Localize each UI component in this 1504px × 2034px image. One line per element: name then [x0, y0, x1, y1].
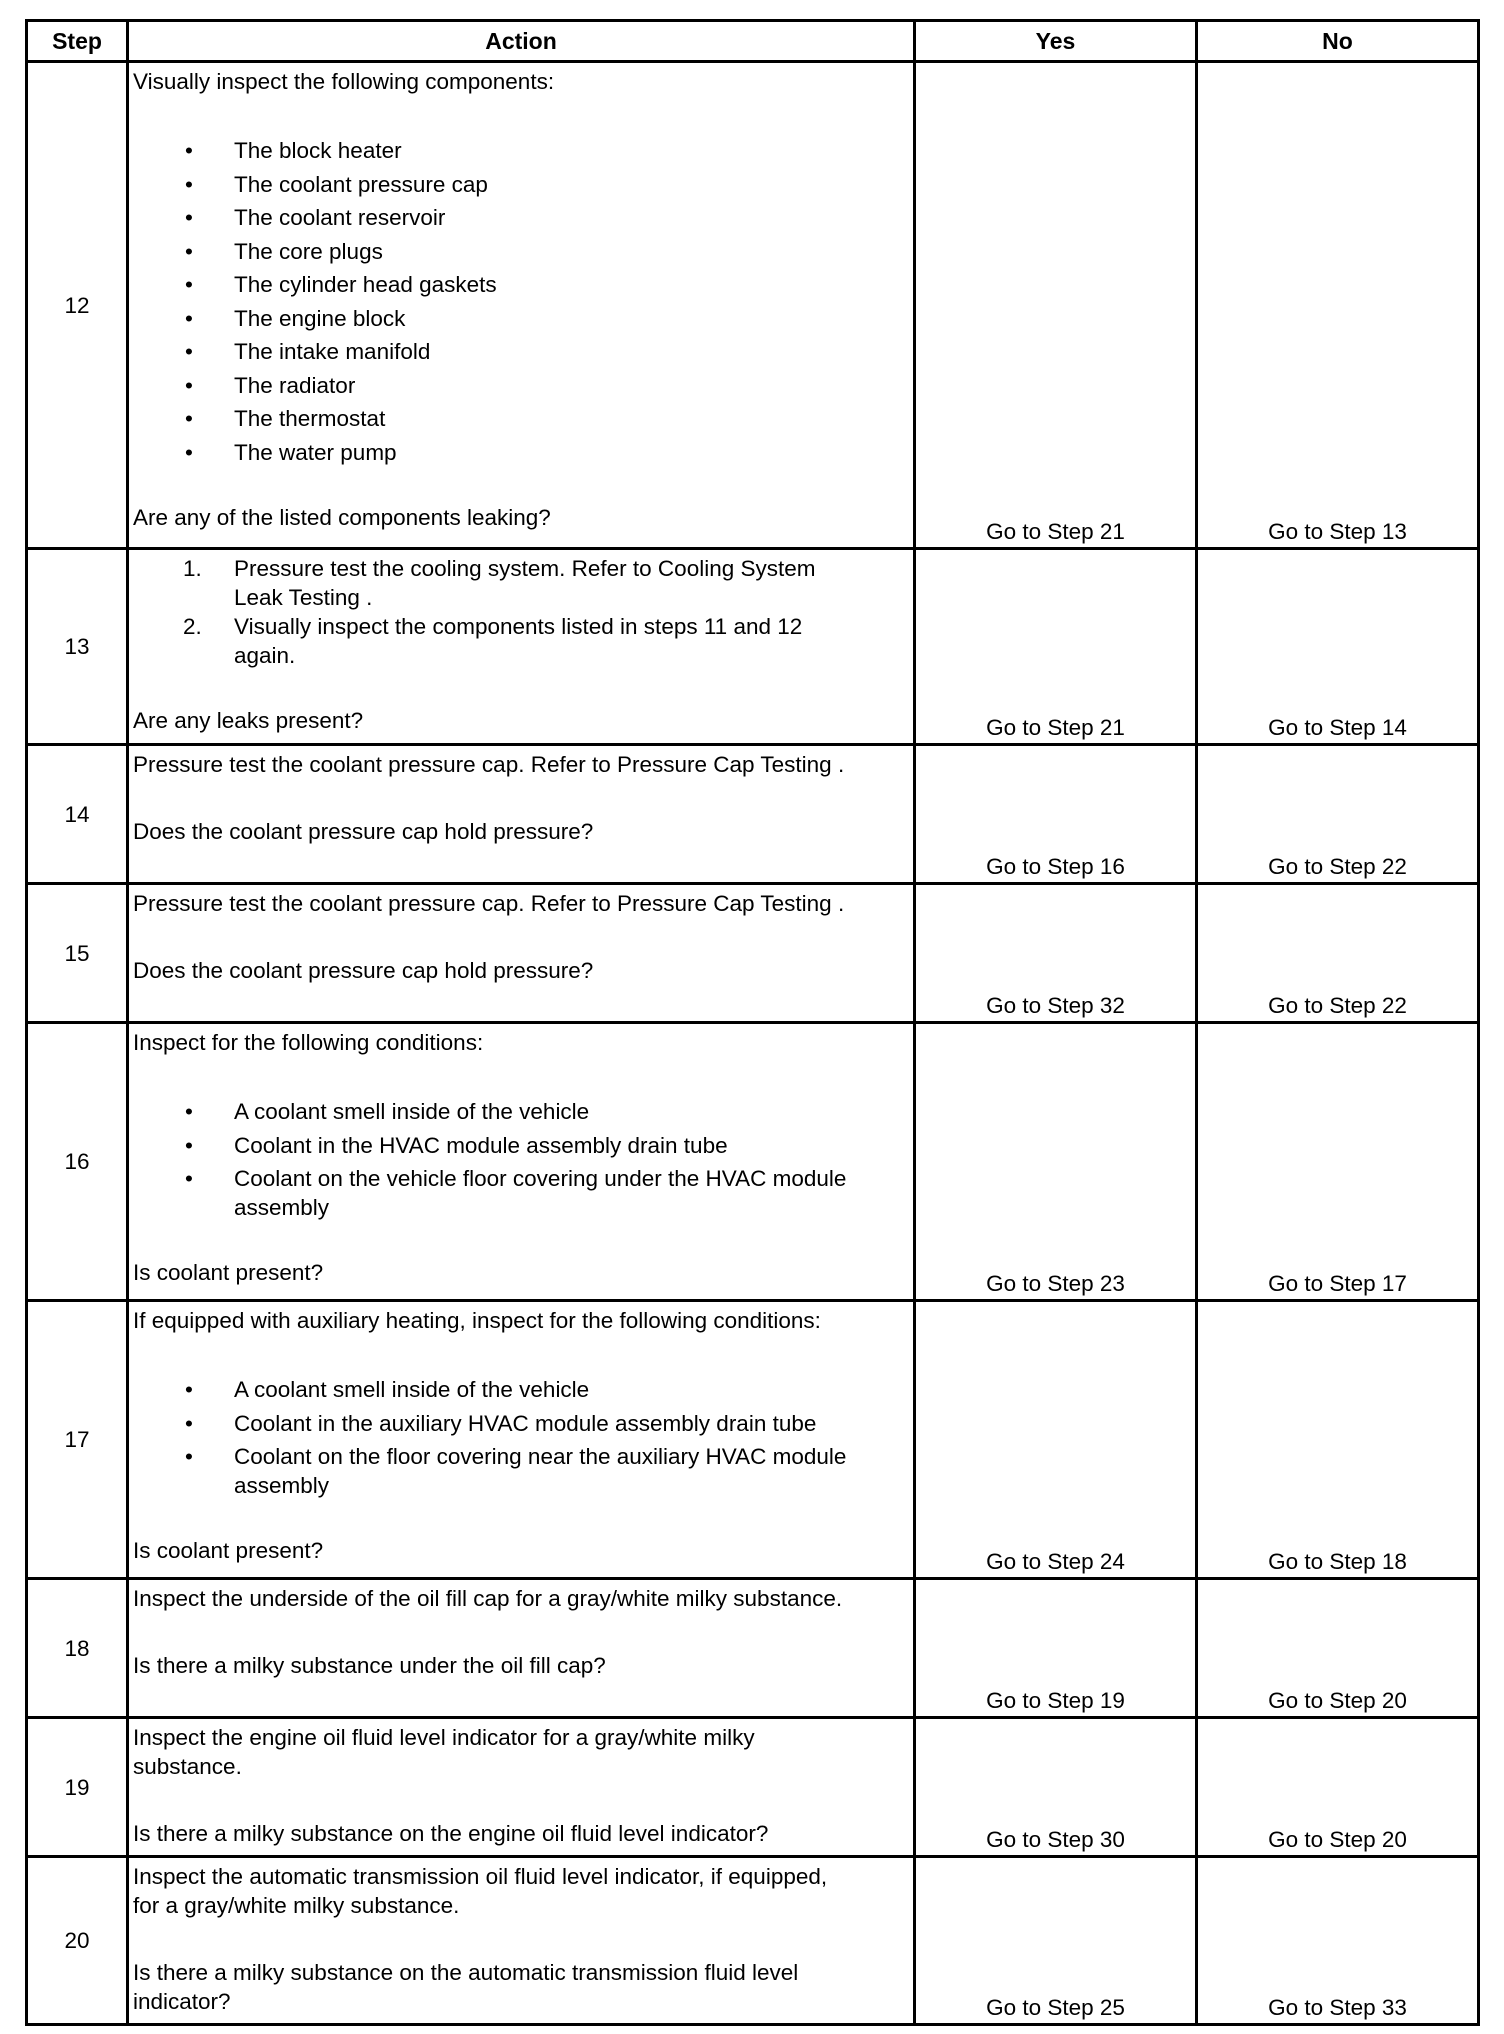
condition-list	[133, 1097, 909, 1222]
no-result: Go to Step 20	[1197, 1579, 1479, 1718]
step-number: 18	[27, 1579, 128, 1718]
no-result: Go to Step 33	[1197, 1857, 1479, 2025]
table-row-step-13	[27, 549, 1479, 745]
step-number: 14	[27, 745, 128, 884]
header-yes: Yes	[915, 21, 1197, 62]
action-intro: Pressure test the coolant pressure cap. Refer to Pressure Cap Testing .	[133, 891, 845, 916]
table-row-step-20	[27, 1857, 1479, 2025]
no-result: Go to Step 14	[1197, 549, 1479, 745]
no-result: Go to Step 17	[1197, 1023, 1479, 1301]
action-question: Does the coolant pressure cap hold pressure?	[133, 819, 594, 844]
no-result: Go to Step 22	[1197, 745, 1479, 884]
action-question: Does the coolant pressure cap hold pressure?	[133, 958, 594, 983]
action-question: Are any leaks present?	[133, 708, 364, 733]
step-number: 15	[27, 884, 128, 1023]
action-cell	[128, 549, 915, 745]
table-row-step-12	[27, 62, 1479, 549]
bullet-icon: •	[185, 205, 193, 230]
condition-list	[133, 1375, 909, 1500]
no-result: Go to Step 13	[1197, 62, 1479, 549]
step-number: 13	[27, 549, 128, 745]
yes-result: Go to Step 21	[915, 549, 1197, 745]
yes-result: Go to Step 21	[915, 62, 1197, 549]
action-question: Is there a milky substance under the oil fill cap?	[133, 1653, 606, 1678]
bullet-icon: •	[185, 272, 193, 297]
table-row-step-18	[27, 1579, 1479, 1718]
bullet-icon: •	[185, 238, 193, 264]
action-cell	[128, 1718, 915, 1857]
list-item: • The core plugs	[185, 238, 383, 264]
step-number: 17	[27, 1301, 128, 1579]
list-item: • The coolant pressure cap	[185, 171, 488, 197]
bullet-icon: •	[185, 372, 193, 398]
step-number: 12	[27, 62, 128, 549]
table-row-step-15	[27, 884, 1479, 1023]
bullet-icon: •	[185, 305, 193, 331]
list-item: • The block heater	[185, 138, 402, 163]
header-no: No	[1197, 21, 1479, 62]
action-cell	[128, 745, 915, 884]
action-question: Is there a milky substance on the automatic transmission fluid level indicator?	[133, 1960, 799, 2014]
bullet-icon: •	[185, 171, 193, 197]
component-list	[133, 136, 909, 467]
bullet-icon: •	[185, 1132, 193, 1158]
action-intro: Inspect the engine oil fluid level indicator for a gray/white milky substance.	[133, 1725, 755, 1779]
bullet-icon: •	[185, 1099, 193, 1124]
list-item: • The thermostat	[185, 406, 386, 431]
bullet-icon: •	[185, 1166, 193, 1191]
yes-result: Go to Step 19	[915, 1579, 1197, 1718]
bullet-icon: •	[185, 339, 193, 364]
yes-result: Go to Step 25	[915, 1857, 1197, 2025]
bullet-icon: •	[185, 1410, 193, 1436]
yes-result: Go to Step 16	[915, 745, 1197, 884]
list-item: • Coolant in the HVAC module assembly drain tube	[185, 1132, 728, 1158]
list-item: • The intake manifold	[185, 339, 431, 364]
no-result: Go to Step 20	[1197, 1718, 1479, 1857]
table-row-step-17	[27, 1301, 1479, 1579]
bullet-icon: •	[185, 439, 193, 465]
header-row	[27, 21, 1479, 62]
diagnostic-table	[25, 19, 1480, 2026]
action-cell	[128, 1579, 915, 1718]
yes-result: Go to Step 23	[915, 1023, 1197, 1301]
list-item: • Coolant on the floor covering near the auxiliary HVAC module assembly	[185, 1444, 847, 1498]
list-item: • Coolant on the vehicle floor covering under the HVAC module assembly	[185, 1166, 847, 1220]
yes-result: Go to Step 24	[915, 1301, 1197, 1579]
no-result: Go to Step 18	[1197, 1301, 1479, 1579]
list-item: • The water pump	[185, 439, 397, 465]
action-intro: Visually inspect the following components:	[133, 69, 555, 94]
header-action: Action	[128, 21, 915, 62]
list-item: 1. Pressure test the cooling system. Refer to Cooling System Leak Testing .	[183, 556, 816, 610]
no-result: Go to Step 22	[1197, 884, 1479, 1023]
list-number: 2.	[183, 614, 202, 639]
action-question: Is there a milky substance on the engine oil fluid level indicator?	[133, 1821, 769, 1846]
bullet-icon: •	[185, 1377, 193, 1402]
list-item: • The coolant reservoir	[185, 205, 446, 230]
action-intro: Inspect for the following conditions:	[133, 1030, 484, 1055]
list-item: • A coolant smell inside of the vehicle	[185, 1099, 590, 1124]
action-cell	[128, 1023, 915, 1301]
action-cell	[128, 1857, 915, 2025]
action-intro: Pressure test the coolant pressure cap. Refer to Pressure Cap Testing .	[133, 752, 845, 777]
action-cell	[128, 1301, 915, 1579]
table-row-step-19	[27, 1718, 1479, 1857]
action-question: Is coolant present?	[133, 1538, 324, 1563]
table-row-step-16	[27, 1023, 1479, 1301]
step-number: 19	[27, 1718, 128, 1857]
step-number: 20	[27, 1857, 128, 2025]
list-item: • The cylinder head gaskets	[185, 272, 497, 297]
bullet-icon: •	[185, 406, 193, 431]
list-item: • The engine block	[185, 305, 406, 331]
procedure-list	[133, 554, 909, 670]
table-row-step-14	[27, 745, 1479, 884]
list-number: 1.	[183, 556, 202, 581]
action-intro: Inspect the automatic transmission oil fluid level indicator, if equipped, for a gray/white milky substance.	[133, 1864, 828, 1918]
action-intro: If equipped with auxiliary heating, inspect for the following conditions:	[133, 1308, 821, 1333]
yes-result: Go to Step 32	[915, 884, 1197, 1023]
action-question: Is coolant present?	[133, 1260, 324, 1285]
action-cell	[128, 62, 915, 549]
action-intro: Inspect the underside of the oil fill cap for a gray/white milky substance.	[133, 1586, 843, 1611]
yes-result: Go to Step 30	[915, 1718, 1197, 1857]
step-number: 16	[27, 1023, 128, 1301]
bullet-icon: •	[185, 138, 193, 163]
list-item: • A coolant smell inside of the vehicle	[185, 1377, 590, 1402]
header-step: Step	[27, 21, 128, 62]
action-question: Are any of the listed components leaking?	[133, 504, 551, 530]
list-item: 2. Visually inspect the components listed in steps 11 and 12 again.	[183, 614, 803, 668]
bullet-icon: •	[185, 1444, 193, 1469]
list-item: • Coolant in the auxiliary HVAC module assembly drain tube	[185, 1410, 817, 1436]
list-item: • The radiator	[185, 372, 356, 398]
action-cell	[128, 884, 915, 1023]
